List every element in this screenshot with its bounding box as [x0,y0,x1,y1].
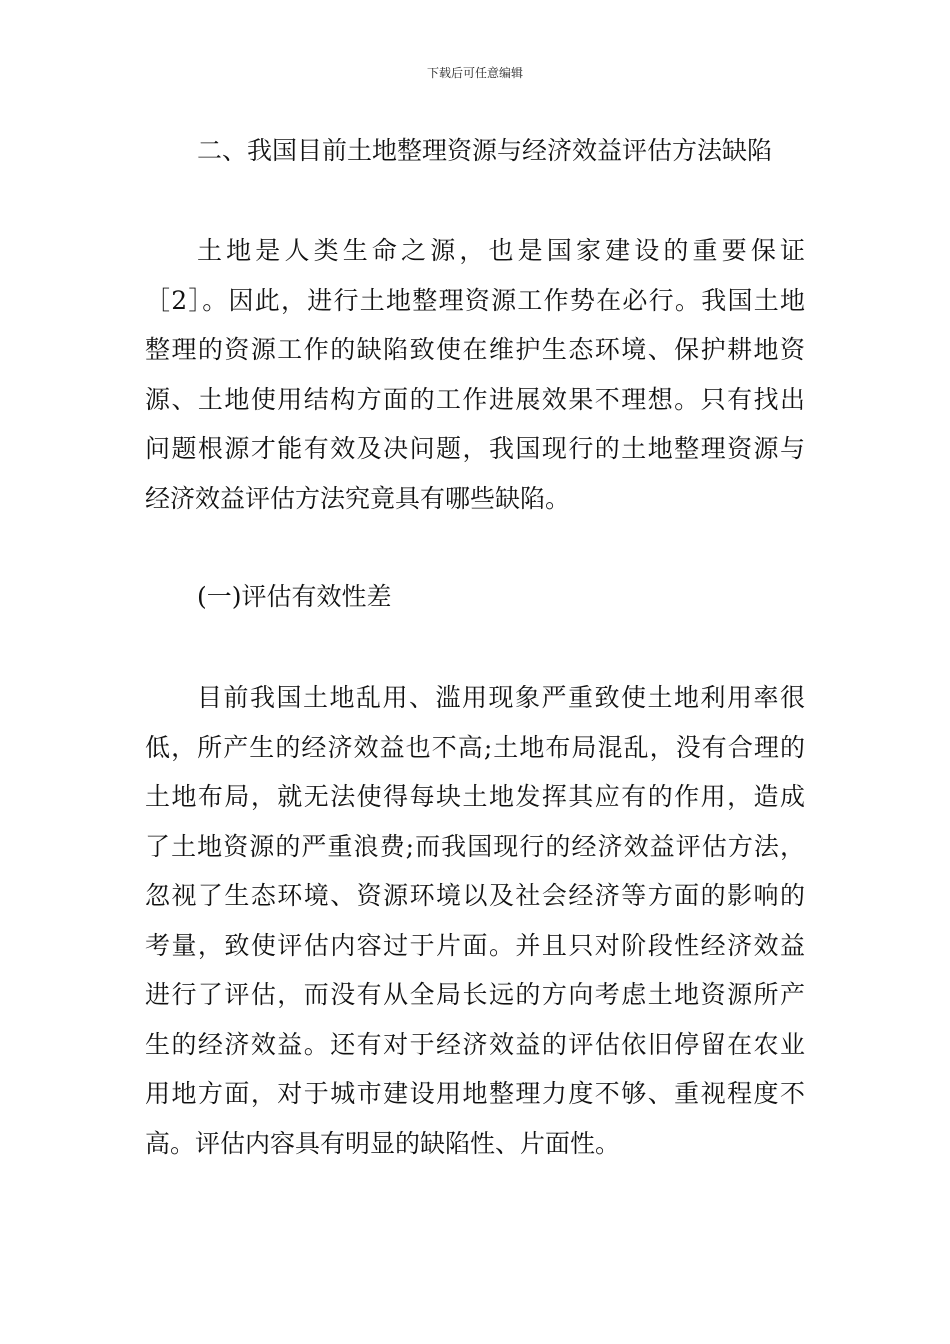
paragraph-line: 考量，致使评估内容过于片面。并且只对阶段性经济效益 [145,930,805,960]
paragraph-line: ［2］。因此，进行土地整理资源工作势在必行。我国土地 [145,285,805,315]
paragraph-line: 经济效益评估方法究竟具有哪些缺陷。 [145,483,571,513]
paragraph-line: 目前我国土地乱用、滥用现象严重致使土地利用率很 [197,683,805,712]
paragraph-line: 用地方面，对于城市建设用地整理力度不够、重视程度不 [145,1079,805,1108]
paragraph-line: 土地布局，就无法使得每块土地发挥其应有的作用，造成 [145,782,805,811]
header-note: 下载后可任意编辑 [426,66,523,80]
paragraph-line: 高。评估内容具有明显的缺陷性、片面性。 [145,1128,621,1158]
paragraph-line: 忽视了生态环境、资源环境以及社会经济等方面的影响的 [145,881,805,910]
paragraph-line: 源、土地使用结构方面的工作进展效果不理想。只有找出 [145,384,805,414]
paragraph-1 [145,226,805,523]
paragraph-line: 进行了评估，而没有从全局长远的方向考虑土地资源所产 [145,980,805,1009]
paragraph-line: 土地是人类生命之源，也是国家建设的重要保证 [197,236,805,265]
paragraph-line: 生的经济效益。还有对于经济效益的评估依旧停留在农业 [145,1029,805,1059]
paragraph-line: 整理的资源工作的缺陷致使在维护生态环境、保护耕地资 [145,335,805,364]
paragraph-line: 问题根源才能有效及决问题，我国现行的土地整理资源与 [145,434,805,463]
paragraph-2 [145,673,805,1168]
subsection-heading: (一)评估有效性差 [197,582,392,611]
section-heading: 二、我国目前土地整理资源与经济效益评估方法缺陷 [197,136,773,165]
paragraph-line: 了土地资源的严重浪费;而我国现行的经济效益评估方法， [145,831,805,861]
paragraph-line: 低，所产生的经济效益也不高;土地布局混乱，没有合理的 [145,732,805,762]
